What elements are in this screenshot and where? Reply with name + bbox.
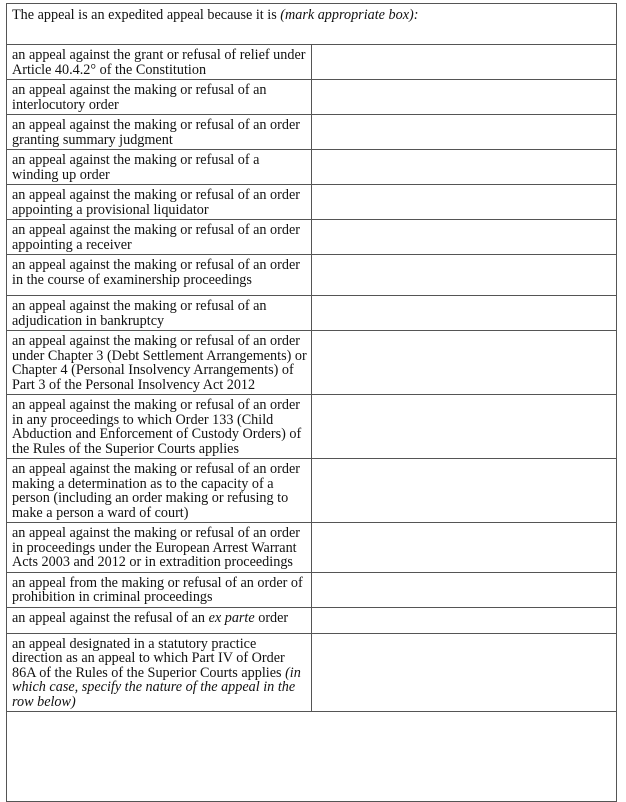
option-row [7,607,617,633]
option-checkbox-examinership[interactable] [312,255,617,296]
option-checkbox-personal-insolvency[interactable] [312,331,617,395]
option-label: an appeal against the making or refusal of an order in the course of examinership proceedings [7,255,312,296]
option-label: an appeal against the making or refusal of an order making a determination as to the capacity of a person (including an order making or refusing to make a person a ward of court) [7,459,312,523]
option-label: an appeal from the making or refusal of an order of prohibition in criminal proceedings [7,572,312,607]
option-row [7,395,617,459]
option-checkbox-interlocutory[interactable] [312,80,617,115]
option-label: an appeal against the grant or refusal of relief under Article 40.4.2° of the Constitution [7,45,312,80]
option-checkbox-receiver[interactable] [312,220,617,255]
option-label: an appeal against the making or refusal of an order appointing a receiver [7,220,312,255]
option-row [7,115,617,150]
option-row [7,185,617,220]
option-checkbox-bankruptcy[interactable] [312,296,617,331]
option-row [7,220,617,255]
option-row [7,45,617,80]
option-row [7,572,617,607]
option-row [7,80,617,115]
form-header-row [7,4,617,45]
option-label: an appeal against the making or refusal of an order in proceedings under the European Arrest Warrant Acts 2003 and 2012 or in extradition proceedings [7,523,312,573]
option-checkbox-winding-up[interactable] [312,150,617,185]
designated-text: an appeal designated in a statutory practice direction as an appeal to which Part IV of Order 86A of the Rules of the Superior Courts applies [12,635,286,681]
nature-of-appeal-field[interactable] [7,712,617,802]
header-text: The appeal is an expedited appeal because it is [12,7,281,23]
designated-emph: (in which case, specify the nature of the appeal in the row below) [12,664,301,710]
option-checkbox-provisional-liquidator[interactable] [312,185,617,220]
option-checkbox-child-abduction[interactable] [312,395,617,459]
option-row [7,459,617,523]
option-checkbox-arrest-warrant[interactable] [312,523,617,573]
ex-parte-tail: order [254,609,289,626]
form-header [7,4,617,45]
option-label [7,607,312,633]
option-row [7,296,617,331]
option-checkbox-designated[interactable] [312,633,617,712]
option-label: an appeal against the making or refusal of an adjudication in bankruptcy [7,296,312,331]
option-row [7,331,617,395]
nature-row [7,712,617,802]
option-checkbox-article-40[interactable] [312,45,617,80]
option-row [7,523,617,573]
option-label: an appeal against the making or refusal of an order granting summary judgment [7,115,312,150]
option-label: an appeal against the making or refusal of an order in any proceedings to which Order 133 (Child Abduction and Enforcement of Custody Orders) of the Rules of the Superior Courts applies [7,395,312,459]
expedited-appeal-form [6,3,617,802]
option-label: an appeal against the making or refusal of an order under Chapter 3 (Debt Settlement Arrangements) or Chapter 4 (Personal Insolvency Arrangements) of Part 3 of the Personal Insolvency Act 2012 [7,331,312,395]
option-checkbox-prohibition[interactable] [312,572,617,607]
header-hint: (mark appropriate box): [280,7,419,23]
option-label: an appeal against the making or refusal of an order appointing a provisional liquidator [7,185,312,220]
option-checkbox-capacity[interactable] [312,459,617,523]
option-row [7,255,617,296]
ex-parte-text: an appeal against the refusal of an [12,609,209,626]
option-label [7,633,312,712]
option-checkbox-summary-judgment[interactable] [312,115,617,150]
option-row [7,150,617,185]
option-row [7,633,617,712]
ex-parte-emph: ex parte [208,609,255,626]
option-label: an appeal against the making or refusal of a winding up order [7,150,312,185]
option-checkbox-ex-parte[interactable] [312,607,617,633]
option-label: an appeal against the making or refusal of an interlocutory order [7,80,312,115]
